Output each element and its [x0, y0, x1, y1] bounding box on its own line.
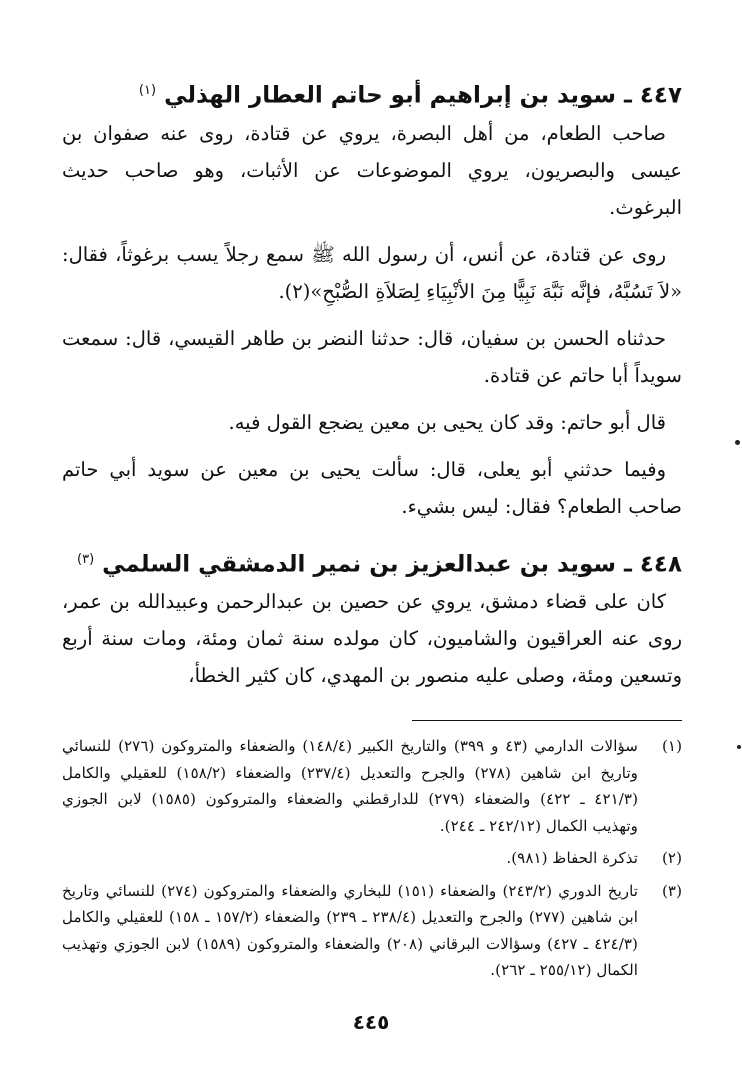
footnote-3: [62, 878, 682, 984]
footnote-text: تاريخ الدوري (٢٤٣/٢) والضعفاء (١٥١) للبخاري والضعفاء والمتروكون (٢٧٤) للنسائي وتاريخ ابن شاهين (٢٧٧) والجرح والتعديل (٢٣٨/٤ ـ ٢٣٩) والضعفاء (١٥٧/٢ ـ ١٥٨) للعقيلي والكامل (٤٢٤/٣ ـ ٤٢٧) وسؤالات البرقاني (٢٠٨) والضعفاء والمتروكون (١٥٨٩) لابن الجوزي وتهذيب الكمال (٢٥٥/١٢ ـ ٢٦٢).: [62, 881, 638, 980]
page-body: [62, 60, 682, 990]
footnote-number: (١): [661, 737, 682, 756]
footnote-separator: [412, 720, 682, 721]
entry-447-paragraph-2: روى عن قتادة، عن أنس، أن رسول الله ﷺ سمع رجلاً يسب برغوثاً، فقال: «لاَ تَسُبَّهُ، فإنَّه نَبَّهَ نَبِيًّا مِنَ الأنْبِيَاءِ لِصَلاَةِ الصُّبْحِ»(٢).: [62, 242, 682, 303]
entry-heading-447: ٤٤٧ ـ سويد بن إبراهيم أبو حاتم العطار الهذلي $^{(١)}$: [138, 82, 682, 109]
footnote-number: (٢): [661, 849, 682, 868]
entry-448-paragraph-1: كان على قضاء دمشق، يروي عن حصين بن عبدالرحمن وعبيدالله بن عمر، روى عنه العراقيون والشاميون، كان مولده سنة ثمان ومئة، ومات سنة أربع وتسعين ومئة، وصلى عليه منصور بن المهدي، كان كثير الخطأ،: [62, 590, 682, 688]
page-number: ٤٤٥: [352, 1010, 390, 1034]
entry-447-paragraph-4: قال أبو حاتم: وقد كان يحيى بن معين يضجع القول فيه.: [228, 410, 666, 434]
entry-447-paragraph-5: وفيما حدثني أبو يعلى، قال: سألت يحيى بن معين عن سويد أبي حاتم صاحب الطعام؟ فقال: ليس بشيء.: [62, 457, 682, 518]
footnote-1: [62, 733, 682, 839]
scan-mark: [737, 745, 741, 749]
entry-447-paragraph-1: صاحب الطعام، من أهل البصرة، يروي عن قتادة، روى عنه صفوان بن عيسى والبصريون، يروي الموضوعات عن الأثبات، وهو صاحب حديث البرغوث.: [62, 121, 682, 219]
footnote-ref-3: (٣): [77, 551, 95, 567]
entry-447-paragraph-3: حدثناه الحسن بن سفيان، قال: حدثنا النضر بن طاهر القيسي، قال: سمعت سويداً أبا حاتم عن قتادة.: [62, 326, 682, 387]
footnote-number: (٣): [661, 881, 682, 900]
footnote-text: تذكرة الحفاظ (٩٨١).: [506, 849, 638, 868]
scan-mark: [735, 440, 740, 445]
footnote-2: [62, 845, 682, 872]
footnote-ref-1: (١): [138, 83, 157, 98]
entry-heading-448: ٤٤٨ ـ سويد بن عبدالعزيز بن نمير الدمشقي السلمي $^{(٣)}$: [77, 551, 682, 578]
footnote-text: سؤالات الدارمي (٤٣ و ٣٩٩) والتاريخ الكبير (١٤٨/٤) والضعفاء والمتروكون (٢٧٦) للنسائي وتاريخ ابن شاهين (٢٧٨) والجرح والتعديل (٢٣٧/٤) والضعفاء (١٥٨/٢) للعقيلي والكامل (٤٢١/٣ ـ ٤٢٢) والضعفاء (٢٧٩) للدارقطني والضعفاء والمتروكون (١٥٨٥) لابن الجوزي وتهذيب الكمال (٢٤٢/١٢ ـ ٢٤٤).: [62, 737, 639, 835]
